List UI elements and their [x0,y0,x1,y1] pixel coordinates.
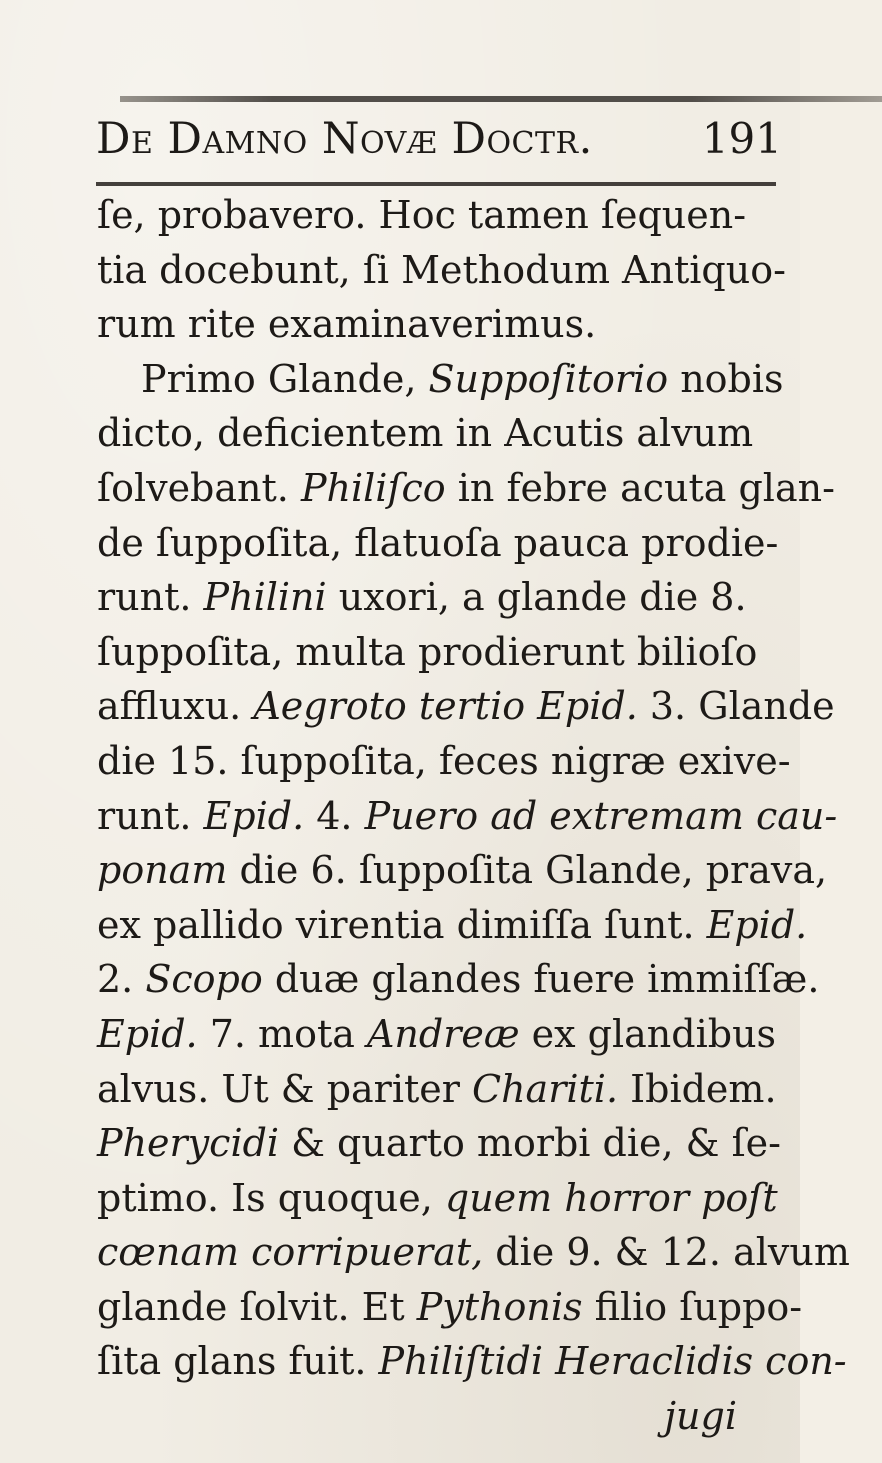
text-line [97,297,777,352]
text-line [97,243,786,298]
text-segment: 4. [304,793,365,838]
text-segment: die 9. & 12. alvum [483,1230,850,1275]
text-line [97,1334,847,1389]
text-segment: & quarto morbi die, & ſe- [279,1121,781,1166]
italic-segment: Epid. [203,793,305,838]
italic-segment: Suppoſitorio [428,356,669,401]
text-segment: die 6. ſuppoſita Glande, prava, [227,848,828,893]
text-line [97,1062,777,1117]
body-text [97,188,850,1444]
text-line [97,516,777,571]
text-segment: tia docebunt, ſi Methodum Antiquo- [97,247,786,292]
text-segment: rum rite examinaverimus. [97,302,597,347]
text-segment: uxori, a glande die 8. [326,575,747,620]
text-line [97,1007,777,1062]
text-line [97,406,777,461]
text-segment: runt. [97,575,204,620]
italic-segment: Pythonis [416,1284,583,1329]
text-line [97,952,820,1007]
top-decorative-rule [120,96,882,102]
text-line [97,570,777,625]
text-segment: affluxu. [97,684,254,729]
text-segment: runt. [97,793,204,838]
text-segment: ptimo. Is quoque, [97,1175,445,1220]
text-segment: glande ſolvit. Et [97,1284,417,1329]
text-line [97,1225,850,1280]
italic-segment: Epid. [97,1011,198,1056]
italic-segment: Epid. [706,902,808,947]
text-line [97,1280,803,1335]
text-line [97,461,835,516]
text-segment: ex pallido virentia dimiſſa ſunt. [97,902,707,947]
text-segment: alvus. Ut & pariter [97,1066,472,1111]
catchword: jugi [664,1394,737,1439]
text-segment: ſuppoſita, multa prodierunt bilioſo [97,629,758,674]
italic-segment: Aegroto tertio Epid. [253,684,638,729]
text-segment: die 15. ſuppoſita, feces nigræ exive- [97,738,791,783]
italic-segment: Scopo [145,957,263,1002]
running-title: De Damno Novæ Doctr. [96,114,593,164]
text-segment: filio ſuppo- [582,1284,803,1329]
text-segment: nobis [668,356,784,401]
running-header [96,104,782,174]
italic-segment: Pherycidi [97,1121,280,1166]
text-line [97,188,777,243]
text-segment: ſe, probavero. Hoc tamen ſequen- [97,193,747,237]
italic-segment: Chariti. [472,1066,619,1111]
text-line [97,352,784,407]
text-segment: duæ glandes fuere immiſſæ. [262,957,820,1002]
italic-segment: Andreæ [366,1011,520,1056]
italic-segment: Philini [203,575,327,620]
italic-segment: Puero ad extremam cau- [364,793,838,838]
italic-segment: Philiſco [300,465,446,510]
italic-segment: cœnam corripuerat, [97,1230,484,1275]
page-number: 191 [701,114,782,163]
text-segment: 2. [97,957,146,1002]
text-segment: in febre acuta glan- [445,465,835,510]
text-line [97,625,777,680]
text-segment: dicto, deficientem in Acutis alvum [97,411,754,456]
text-segment: Primo Glande, [141,356,429,401]
text-segment: de ſuppoſita, flatuoſa pauca prodie- [97,520,779,565]
text-segment: ſolvebant. [97,465,301,510]
italic-segment: Philiſtidi Heraclidis con- [378,1339,847,1384]
italic-segment: ponam [97,848,228,893]
text-segment: ex glandibus [519,1011,777,1056]
text-line [97,1116,781,1171]
text-line [97,734,791,789]
text-segment: Ibidem. [618,1066,777,1111]
text-line [97,679,835,734]
italic-segment: quem horror poſt [444,1175,778,1220]
text-line [97,789,838,844]
text-line [97,1171,777,1226]
text-line [97,843,828,898]
text-segment: 3. Glande [637,684,835,729]
header-rule [96,182,776,186]
text-segment: ſita glans fuit. [97,1339,379,1384]
text-line [97,898,808,953]
text-segment: 7. mota [197,1011,367,1056]
